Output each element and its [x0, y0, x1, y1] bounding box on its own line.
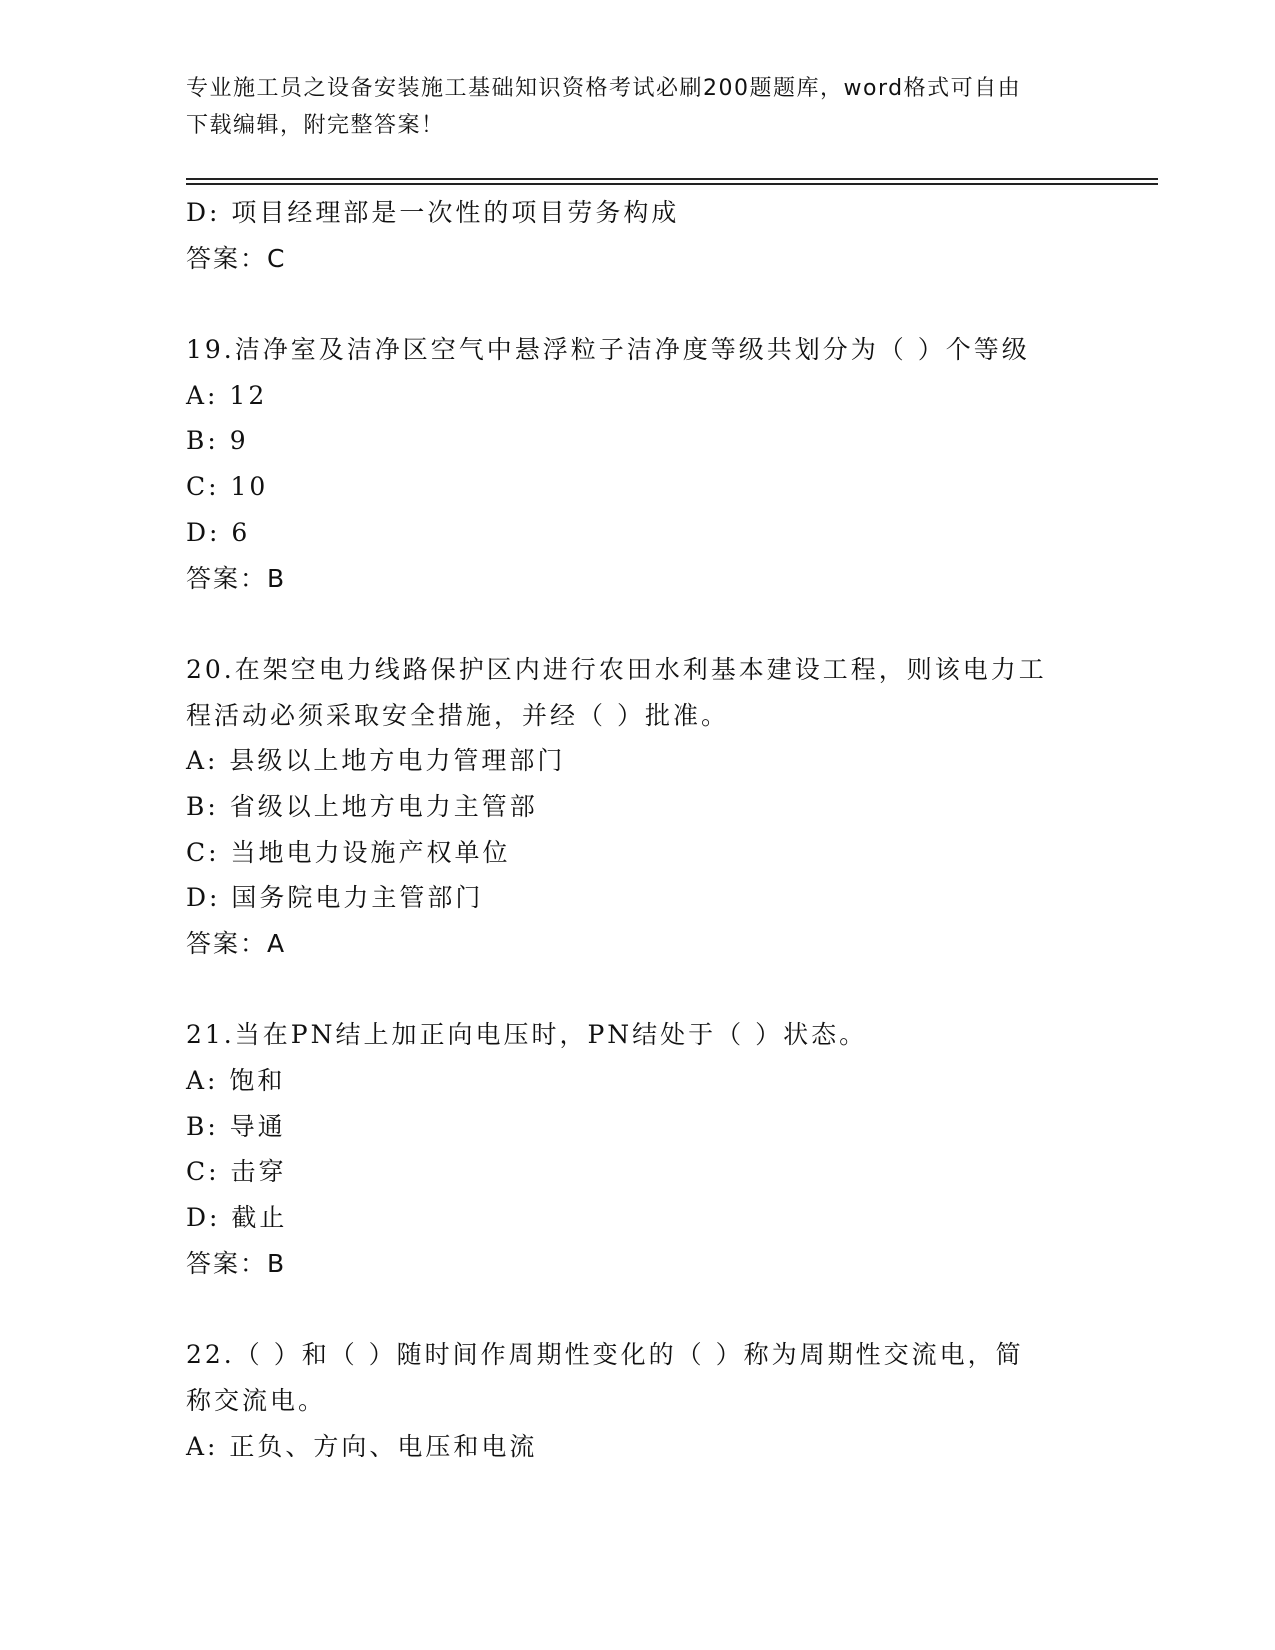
header-line-1: 专业施工员之设备安装施工基础知识资格考试必刷200题题库，word格式可自由	[186, 76, 1022, 101]
option-a: A: 县级以上地方电力管理部门	[186, 746, 566, 776]
question-stem: 19.洁净室及洁净区空气中悬浮粒子洁净度等级共划分为（ ）个等级	[186, 335, 1030, 365]
option-a: A: 饱和	[186, 1066, 286, 1096]
option-d: D: 国务院电力主管部门	[186, 883, 484, 913]
question-stem: 22.（ ）和（ ）随时间作周期性变化的（ ）称为周期性交流电，简	[186, 1340, 1024, 1370]
answer: 答案：B	[186, 563, 287, 593]
document-header	[186, 70, 1086, 144]
question-stem: 20.在架空电力线路保护区内进行农田水利基本建设工程，则该电力工	[186, 654, 1047, 684]
option-c: C: 击穿	[186, 1157, 287, 1187]
option-b: B: 省级以上地方电力主管部	[186, 791, 538, 821]
option-a: A: 12	[186, 380, 268, 410]
question-21	[186, 1012, 1086, 1286]
question-19	[186, 327, 1086, 601]
question-stem-cont: 程活动必须采取安全措施，并经（ ）批准。	[186, 700, 729, 730]
continued-option-d: D: 项目经理部是一次性的项目劳务构成	[186, 198, 680, 227]
option-c: C: 10	[186, 472, 269, 502]
answer: 答案：B	[186, 1248, 287, 1278]
answer: 答案：A	[186, 929, 287, 958]
header-divider-bottom	[186, 183, 1158, 185]
spacer	[186, 1287, 1086, 1333]
continued-answer: 答案：C	[186, 243, 287, 273]
spacer	[186, 281, 1086, 327]
header-divider-top	[186, 178, 1158, 180]
option-b: B: 导通	[186, 1111, 286, 1141]
question-22	[186, 1332, 1086, 1469]
question-stem: 21.当在PN结上加正向电压时，PN结处于（ ）状态。	[186, 1020, 868, 1050]
option-d: D: 截止	[186, 1203, 288, 1233]
spacer	[186, 601, 1086, 647]
spacer	[186, 967, 1086, 1013]
option-d: D: 6	[186, 517, 251, 547]
question-content	[186, 190, 1086, 1469]
header-line-2: 下载编辑，附完整答案！	[186, 113, 445, 138]
option-a: A: 正负、方向、电压和电流	[186, 1431, 538, 1461]
option-b: B: 9	[186, 426, 249, 456]
option-c: C: 当地电力设施产权单位	[186, 837, 511, 867]
question-stem-cont: 称交流电。	[186, 1385, 327, 1415]
question-20	[186, 647, 1086, 967]
